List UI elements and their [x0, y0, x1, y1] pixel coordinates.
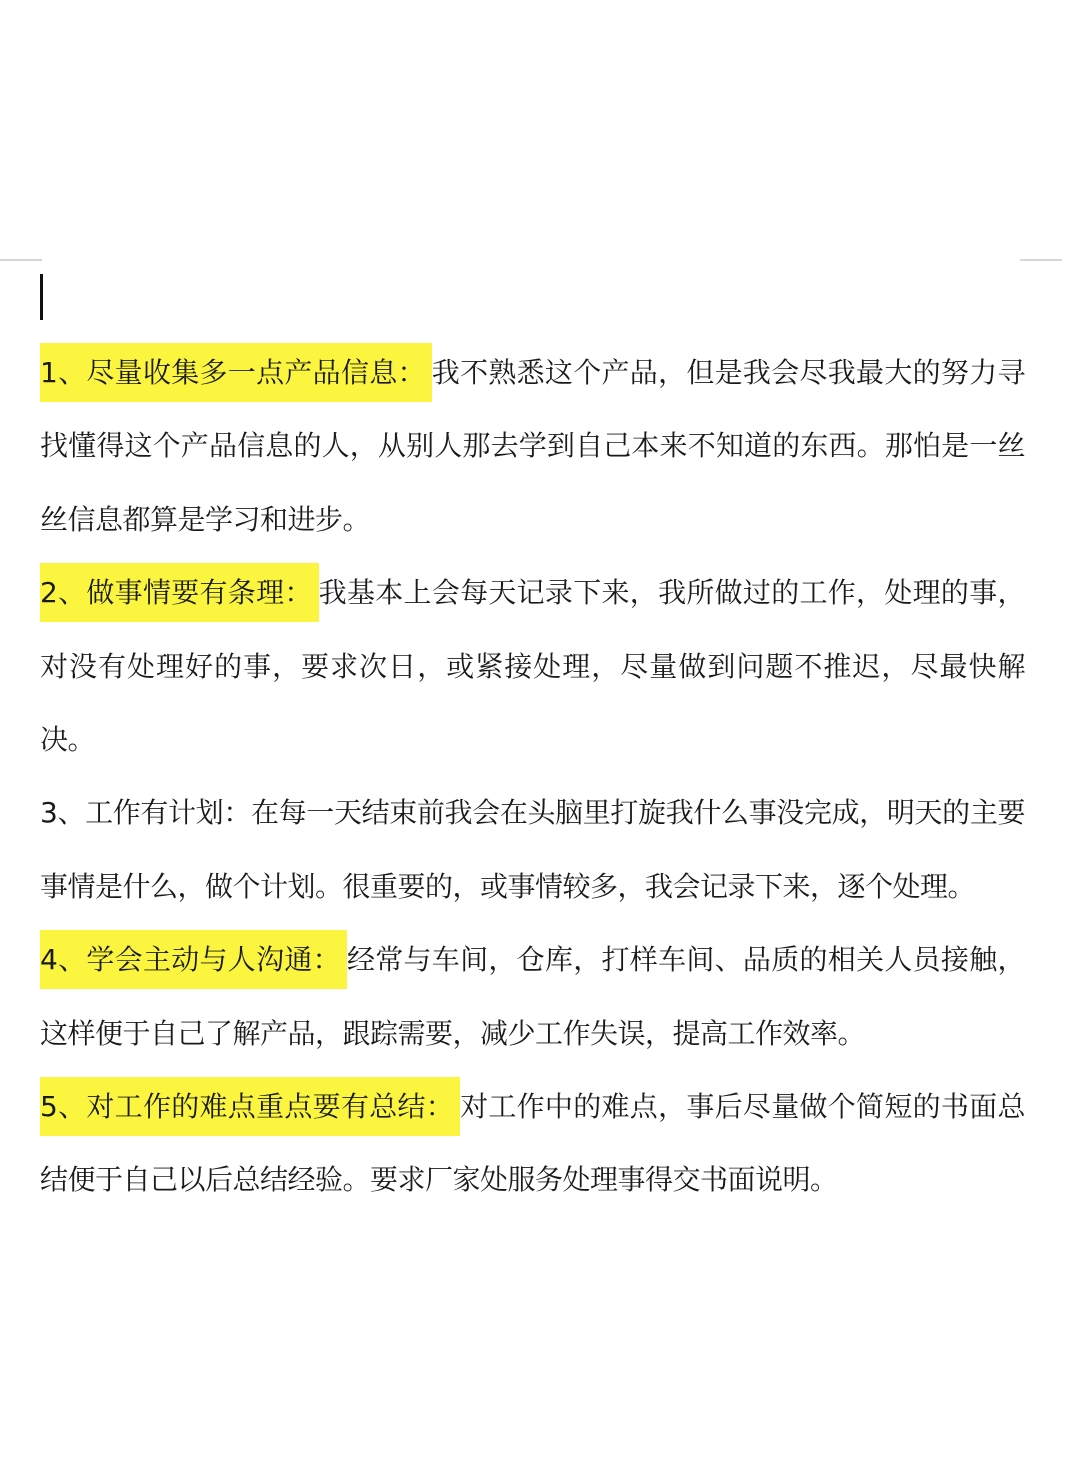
paragraph-3-body: 在每一天结束前我会在头脑里打旋我什么事没完成，明天的主要事情是什么，做个计划。很重要的，或事情较多，我会记录下来，逐个处理。: [40, 796, 1025, 903]
page-corner-mark-right: [1020, 259, 1062, 261]
document-body[interactable]: [40, 336, 1025, 1217]
paragraph-5: [40, 1070, 1025, 1217]
paragraph-1-body: 我不熟悉这个产品，但是我会尽我最大的努力寻找懂得这个产品信息的人，从别人那去学到自己本来不知道的东西。那怕是一丝丝信息都算是学习和进步。: [40, 356, 1025, 536]
paragraph-2-heading: 2、做事情要有条理：: [40, 563, 319, 622]
paragraph-3: [40, 776, 1025, 923]
paragraph-4-heading: 4、学会主动与人沟通：: [40, 930, 347, 989]
paragraph-5-body: 对工作中的难点，事后尽量做个简短的书面总结便于自己以后总结经验。要求厂家处服务处理事得交书面说明。: [40, 1090, 1025, 1197]
text-cursor: [40, 274, 43, 320]
paragraph-1-heading: 1、尽量收集多一点产品信息：: [40, 343, 432, 402]
paragraph-4-body: 经常与车间，仓库，打样车间、品质的相关人员接触，这样便于自己了解产品，跟踪需要，减少工作失误，提高工作效率。: [40, 943, 1025, 1050]
paragraph-2-body: 我基本上会每天记录下来，我所做过的工作，处理的事，对没有处理好的事，要求次日，或紧接处理，尽量做到问题不推迟，尽最快解决。: [40, 576, 1025, 757]
paragraph-2: [40, 556, 1025, 776]
page-corner-mark-left: [0, 259, 42, 261]
paragraph-5-heading: 5、对工作的难点重点要有总结：: [40, 1077, 460, 1136]
paragraph-4: [40, 923, 1025, 1070]
paragraph-3-heading: 3、工作有计划：: [40, 796, 251, 830]
paragraph-1: [40, 336, 1025, 556]
